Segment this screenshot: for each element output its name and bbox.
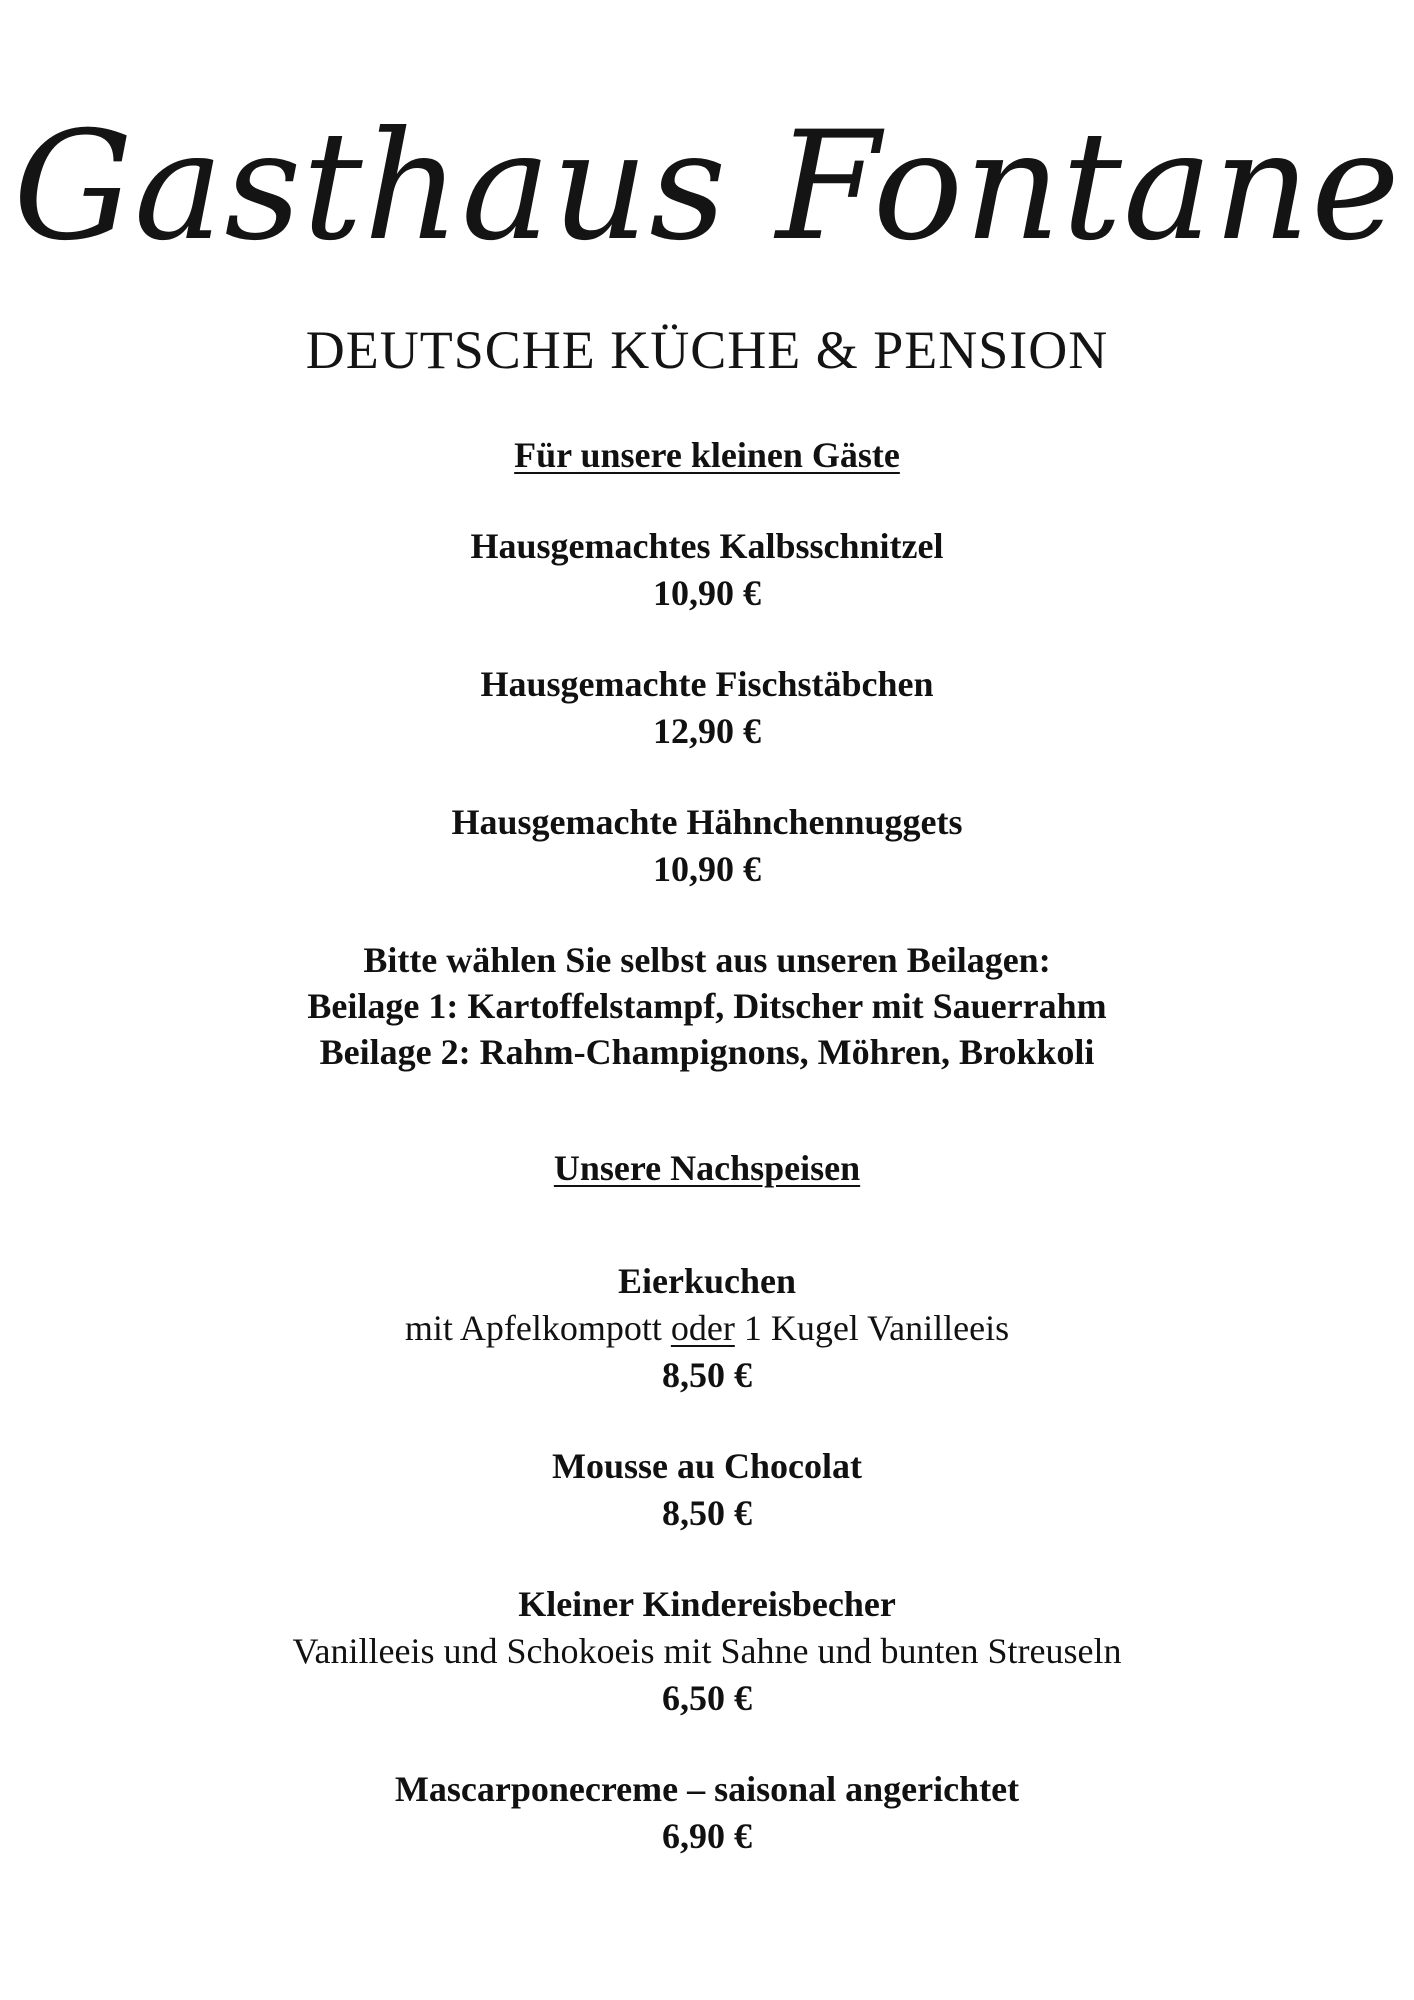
sides-option-2: Beilage 2: Rahm-Champignons, Möhren, Brokkoli xyxy=(319,1032,1095,1072)
dessert-item-price: 6,90 € xyxy=(662,1816,752,1856)
sides-intro: Bitte wählen Sie selbst aus unseren Beilagen: xyxy=(363,940,1051,980)
kids-section-heading: Für unsere kleinen Gäste xyxy=(514,435,900,475)
dessert-item-description: Vanilleeis und Schokoeis mit Sahne und bunten Streuseln xyxy=(292,1631,1122,1671)
dessert-item-name: Mascarponecreme – saisonal angerichtet xyxy=(394,1769,1020,1809)
dessert-item-price: 8,50 € xyxy=(662,1493,752,1533)
dessert-item-name: Eierkuchen xyxy=(617,1261,796,1301)
restaurant-title: Gasthaus Fontane xyxy=(13,100,1401,274)
desserts-section-heading: Unsere Nachspeisen xyxy=(553,1148,861,1188)
sides-option-1: Beilage 1: Kartoffelstampf, Ditscher mit Sauerrahm xyxy=(307,986,1107,1026)
kids-item-name: Hausgemachte Hähnchennuggets xyxy=(451,802,963,842)
kids-item-price: 10,90 € xyxy=(653,849,761,889)
dessert-item-name: Kleiner Kindereisbecher xyxy=(518,1584,896,1624)
kids-item-price: 12,90 € xyxy=(653,711,761,751)
kids-item-name: Hausgemachte Fischstäbchen xyxy=(480,664,934,704)
dessert-item-price: 8,50 € xyxy=(662,1355,752,1395)
restaurant-subtitle: DEUTSCHE KÜCHE & PENSION xyxy=(305,320,1109,380)
dessert-item-price: 6,50 € xyxy=(662,1678,752,1718)
kids-item-name: Hausgemachtes Kalbsschnitzel xyxy=(470,526,944,566)
dessert-item-description: mit Apfelkompott oder 1 Kugel Vanilleeis xyxy=(404,1308,1010,1348)
dessert-item-name: Mousse au Chocolat xyxy=(551,1446,862,1486)
kids-item-price: 10,90 € xyxy=(653,573,761,613)
